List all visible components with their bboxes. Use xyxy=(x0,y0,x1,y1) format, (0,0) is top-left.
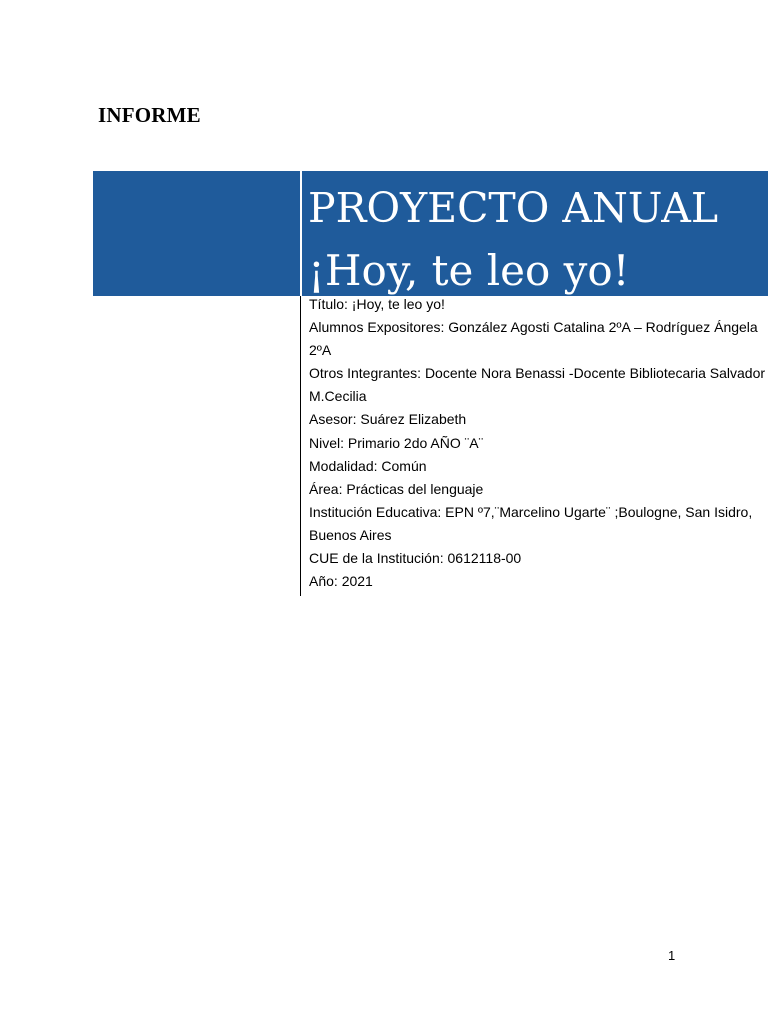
banner-left-block xyxy=(93,171,300,296)
banner-title: PROYECTO ANUAL xyxy=(308,184,719,232)
detail-line: M.Cecilia xyxy=(309,388,367,405)
detail-line: Modalidad: Común xyxy=(309,457,427,474)
detail-line: Institución Educativa: EPN º7,¨Marcelino Ugarte¨ ;Boulogne, San Isidro, xyxy=(309,503,753,520)
detail-line: CUE de la Institución: 0612118-00 xyxy=(309,550,522,567)
detail-line: Área: Prácticas del lenguaje xyxy=(309,480,484,497)
project-details xyxy=(309,293,768,593)
detail-line: Alumnos Expositores: González Agosti Catalina 2ºA – Rodríguez Ángela xyxy=(309,319,758,336)
detail-line: Otros Integrantes: Docente Nora Benassi -Docente Bibliotecaria Salvador xyxy=(309,365,766,382)
column-divider xyxy=(300,296,301,596)
title-banner xyxy=(302,171,768,296)
detail-line: Año: 2021 xyxy=(309,573,373,590)
detail-line: Nivel: Primario 2do AÑO ¨A¨ xyxy=(309,434,484,451)
detail-line: Buenos Aires xyxy=(309,526,392,543)
document-heading: INFORME xyxy=(98,103,201,127)
banner-subtitle: ¡Hoy, te leo yo! xyxy=(308,246,630,295)
detail-line: Asesor: Suárez Elizabeth xyxy=(309,411,467,428)
detail-line: Título: ¡Hoy, te leo yo! xyxy=(309,296,445,312)
page-number: 1 xyxy=(668,948,676,963)
detail-line: 2ºA xyxy=(309,342,332,359)
